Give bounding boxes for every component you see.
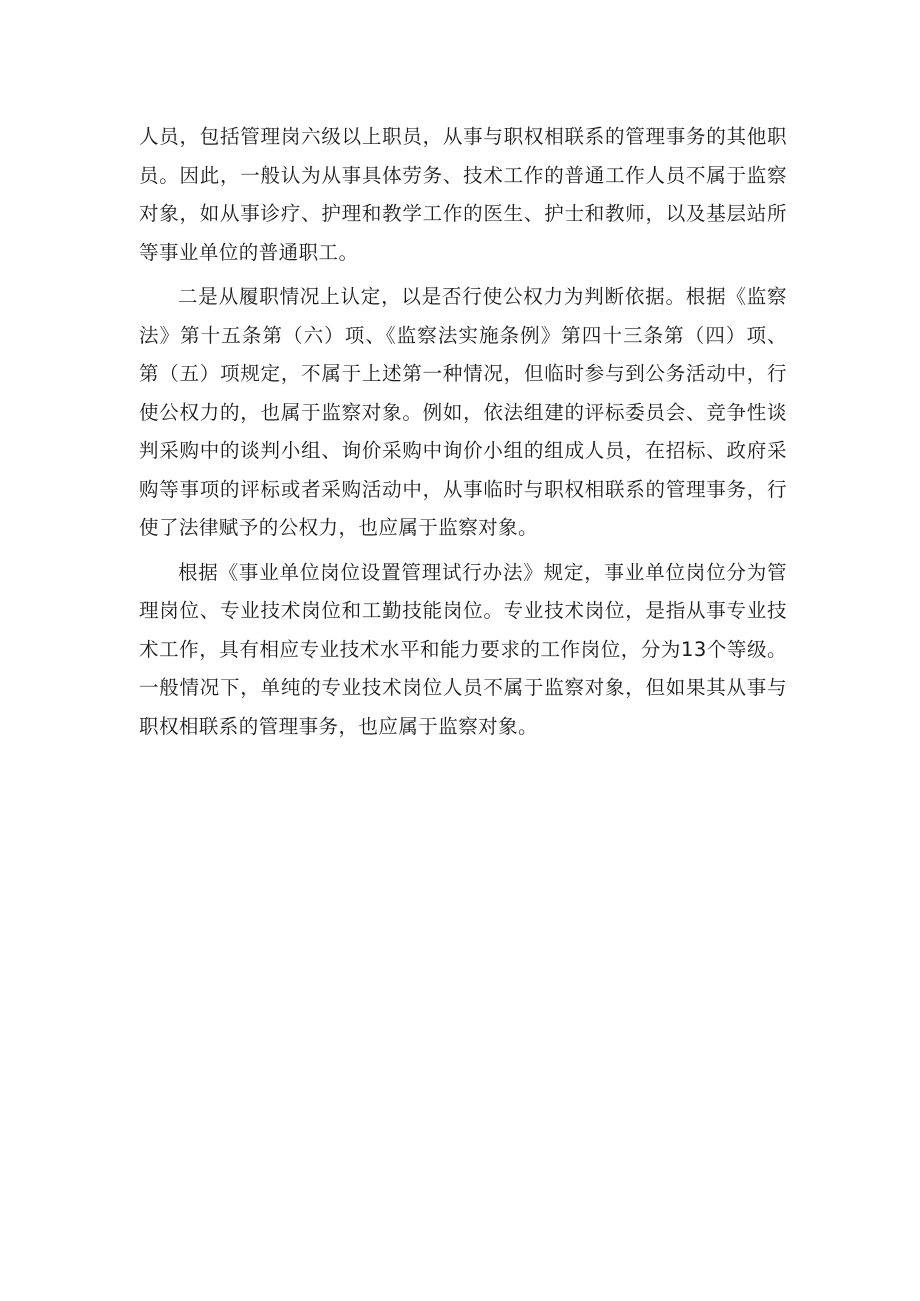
paragraph-1: 人员，包括管理岗六级以上职员，从事与职权相联系的管理事务的其他职员。因此，一般认为从事具体劳务、技术工作的普通工作人员不属于监察对象，如从事诊疗、护理和教学工作的医生、护士和教师，以及基层站所等事业单位的普通职工。 — [139, 125, 787, 264]
paragraph-3: 根据《事业单位岗位设置管理试行办法》规定，事业单位岗位分为管理岗位、专业技术岗位和工勤技能岗位。专业技术岗位，是指从事专业技术工作，具有相应专业技术水平和能力要求的工作岗位，分为13个等级。一般情况下，单纯的专业技术岗位人员不属于监察对象，但如果其从事与职权相联系的管理事务，也应属于监察对象。 — [139, 560, 787, 738]
paragraph-2: 二是从履职情况上认定，以是否行使公权力为判断依据。根据《监察法》第十五条第（六）项、《监察法实施条例》第四十三条第（四）项、第（五）项规定，不属于上述第一种情况，但临时参与到公务活动中，行使公权力的，也属于监察对象。例如，依法组建的评标委员会、竞争性谈判采购中的谈判小组、询价采购中询价小组的组成人员，在招标、政府采购等事项的评标或者采购活动中，从事临时与职权相联系的管理事务，行使了法律赋予的公权力，也应属于监察对象。 — [139, 285, 787, 539]
document-body — [139, 118, 787, 752]
